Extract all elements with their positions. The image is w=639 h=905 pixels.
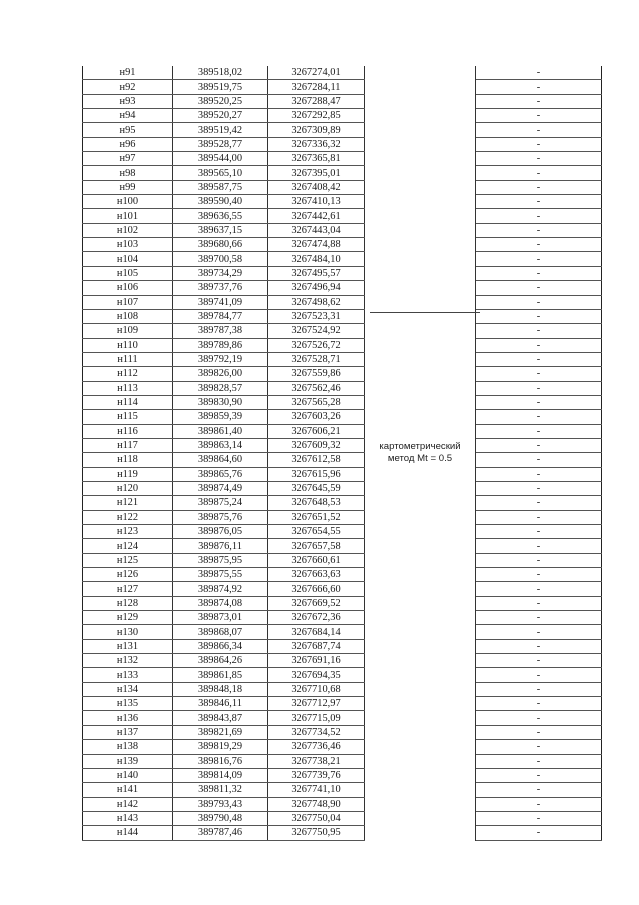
point-cell: н138: [83, 740, 173, 754]
table-row: [83, 682, 602, 696]
point-cell: н95: [83, 123, 173, 137]
table-row: [83, 639, 602, 653]
y-coordinate-cell: 3267672,36: [268, 611, 365, 625]
x-coordinate-cell: 389587,75: [173, 180, 268, 194]
delta-cell: -: [476, 525, 602, 539]
table-row: [83, 352, 602, 366]
y-coordinate-cell: 3267496,94: [268, 281, 365, 295]
delta-cell: -: [476, 510, 602, 524]
x-coordinate-cell: 389734,29: [173, 266, 268, 280]
table-row: [83, 510, 602, 524]
y-coordinate-cell: 3267615,96: [268, 467, 365, 481]
delta-cell: -: [476, 754, 602, 768]
x-coordinate-cell: 389875,76: [173, 510, 268, 524]
table-row: [83, 94, 602, 108]
y-coordinate-cell: 3267526,72: [268, 338, 365, 352]
point-cell: н119: [83, 467, 173, 481]
delta-cell: -: [476, 481, 602, 495]
point-cell: н102: [83, 223, 173, 237]
x-coordinate-cell: 389814,09: [173, 768, 268, 782]
delta-cell: -: [476, 209, 602, 223]
y-coordinate-cell: 3267274,01: [268, 66, 365, 80]
delta-cell: -: [476, 783, 602, 797]
y-coordinate-cell: 3267738,21: [268, 754, 365, 768]
y-coordinate-cell: 3267651,52: [268, 510, 365, 524]
point-cell: н115: [83, 410, 173, 424]
point-cell: н125: [83, 553, 173, 567]
point-cell: н136: [83, 711, 173, 725]
point-cell: н144: [83, 826, 173, 840]
delta-cell: -: [476, 496, 602, 510]
point-cell: н107: [83, 295, 173, 309]
x-coordinate-cell: 389861,85: [173, 668, 268, 682]
x-coordinate-cell: 389590,40: [173, 195, 268, 209]
x-coordinate-cell: 389876,05: [173, 525, 268, 539]
point-cell: н108: [83, 309, 173, 323]
table-row: [83, 395, 602, 409]
y-coordinate-cell: 3267309,89: [268, 123, 365, 137]
y-coordinate-cell: 3267410,13: [268, 195, 365, 209]
y-coordinate-cell: 3267484,10: [268, 252, 365, 266]
point-cell: н126: [83, 568, 173, 582]
table-row: [83, 496, 602, 510]
y-coordinate-cell: 3267741,10: [268, 783, 365, 797]
x-coordinate-cell: 389826,00: [173, 367, 268, 381]
table-row: [83, 582, 602, 596]
table-row: [83, 611, 602, 625]
y-coordinate-cell: 3267715,09: [268, 711, 365, 725]
table-row: [83, 453, 602, 467]
table-row: [83, 309, 602, 323]
point-cell: н114: [83, 395, 173, 409]
delta-cell: -: [476, 309, 602, 323]
y-coordinate-cell: 3267748,90: [268, 797, 365, 811]
y-coordinate-cell: 3267645,59: [268, 481, 365, 495]
table-row: [83, 238, 602, 252]
x-coordinate-cell: 389787,38: [173, 324, 268, 338]
delta-cell: -: [476, 725, 602, 739]
point-cell: н113: [83, 381, 173, 395]
x-coordinate-cell: 389830,90: [173, 395, 268, 409]
delta-cell: -: [476, 66, 602, 80]
table-row: [83, 697, 602, 711]
point-cell: н132: [83, 654, 173, 668]
delta-cell: -: [476, 410, 602, 424]
y-coordinate-cell: 3267654,55: [268, 525, 365, 539]
x-coordinate-cell: 389784,77: [173, 309, 268, 323]
y-coordinate-cell: 3267609,32: [268, 438, 365, 452]
y-coordinate-cell: 3267612,58: [268, 453, 365, 467]
x-coordinate-cell: 389636,55: [173, 209, 268, 223]
table-row: [83, 152, 602, 166]
x-coordinate-cell: 389863,14: [173, 438, 268, 452]
point-cell: н140: [83, 768, 173, 782]
y-coordinate-cell: 3267442,61: [268, 209, 365, 223]
delta-cell: -: [476, 109, 602, 123]
delta-cell: -: [476, 367, 602, 381]
point-cell: н93: [83, 94, 173, 108]
x-coordinate-cell: 389700,58: [173, 252, 268, 266]
delta-cell: -: [476, 80, 602, 94]
y-coordinate-cell: 3267288,47: [268, 94, 365, 108]
table-row: [83, 324, 602, 338]
table-row: [83, 137, 602, 151]
point-cell: н92: [83, 80, 173, 94]
point-cell: н123: [83, 525, 173, 539]
delta-cell: -: [476, 639, 602, 653]
delta-cell: -: [476, 123, 602, 137]
x-coordinate-cell: 389565,10: [173, 166, 268, 180]
point-cell: н130: [83, 625, 173, 639]
table-row: [83, 797, 602, 811]
delta-cell: -: [476, 281, 602, 295]
delta-cell: -: [476, 266, 602, 280]
delta-cell: -: [476, 467, 602, 481]
table-row: [83, 768, 602, 782]
y-coordinate-cell: 3267739,76: [268, 768, 365, 782]
point-cell: н91: [83, 66, 173, 80]
y-coordinate-cell: 3267498,62: [268, 295, 365, 309]
delta-cell: -: [476, 152, 602, 166]
y-coordinate-cell: 3267684,14: [268, 625, 365, 639]
y-coordinate-cell: 3267562,46: [268, 381, 365, 395]
point-cell: н109: [83, 324, 173, 338]
y-coordinate-cell: 3267691,16: [268, 654, 365, 668]
table-row: [83, 281, 602, 295]
table-row: [83, 410, 602, 424]
point-cell: н124: [83, 539, 173, 553]
x-coordinate-cell: 389741,09: [173, 295, 268, 309]
x-coordinate-cell: 389544,00: [173, 152, 268, 166]
x-coordinate-cell: 389520,25: [173, 94, 268, 108]
point-cell: н120: [83, 481, 173, 495]
x-coordinate-cell: 389874,92: [173, 582, 268, 596]
delta-cell: -: [476, 596, 602, 610]
y-coordinate-cell: 3267736,46: [268, 740, 365, 754]
y-coordinate-cell: 3267524,92: [268, 324, 365, 338]
x-coordinate-cell: 389519,75: [173, 80, 268, 94]
point-cell: н99: [83, 180, 173, 194]
x-coordinate-cell: 389846,11: [173, 697, 268, 711]
delta-cell: -: [476, 195, 602, 209]
x-coordinate-cell: 389787,46: [173, 826, 268, 840]
x-coordinate-cell: 389518,02: [173, 66, 268, 80]
coordinates-table: [82, 66, 602, 841]
x-coordinate-cell: 389864,26: [173, 654, 268, 668]
x-coordinate-cell: 389848,18: [173, 682, 268, 696]
table-row: [83, 438, 602, 452]
point-cell: н101: [83, 209, 173, 223]
y-coordinate-cell: 3267559,86: [268, 367, 365, 381]
x-coordinate-cell: 389875,24: [173, 496, 268, 510]
point-cell: н112: [83, 367, 173, 381]
delta-cell: -: [476, 94, 602, 108]
delta-cell: -: [476, 438, 602, 452]
table-row: [83, 481, 602, 495]
point-cell: н141: [83, 783, 173, 797]
table-row: [83, 596, 602, 610]
delta-cell: -: [476, 568, 602, 582]
method-column-divider: [370, 312, 480, 313]
table-row: [83, 740, 602, 754]
table-row: [83, 525, 602, 539]
x-coordinate-cell: 389790,48: [173, 811, 268, 825]
x-coordinate-cell: 389868,07: [173, 625, 268, 639]
y-coordinate-cell: 3267474,88: [268, 238, 365, 252]
point-cell: н143: [83, 811, 173, 825]
x-coordinate-cell: 389737,76: [173, 281, 268, 295]
table-row: [83, 553, 602, 567]
x-coordinate-cell: 389519,42: [173, 123, 268, 137]
point-cell: н104: [83, 252, 173, 266]
y-coordinate-cell: 3267292,85: [268, 109, 365, 123]
table-row: [83, 467, 602, 481]
y-coordinate-cell: 3267734,52: [268, 725, 365, 739]
x-coordinate-cell: 389828,57: [173, 381, 268, 395]
y-coordinate-cell: 3267523,31: [268, 309, 365, 323]
y-coordinate-cell: 3267606,21: [268, 424, 365, 438]
table-row: [83, 725, 602, 739]
x-coordinate-cell: 389821,69: [173, 725, 268, 739]
y-coordinate-cell: 3267603,26: [268, 410, 365, 424]
delta-cell: -: [476, 611, 602, 625]
method-cell: [365, 66, 476, 840]
x-coordinate-cell: 389520,27: [173, 109, 268, 123]
y-coordinate-cell: 3267750,04: [268, 811, 365, 825]
x-coordinate-cell: 389819,29: [173, 740, 268, 754]
table-row: [83, 826, 602, 840]
point-cell: н131: [83, 639, 173, 653]
coordinates-table-body: [83, 66, 602, 840]
table-row: [83, 266, 602, 280]
x-coordinate-cell: 389874,49: [173, 481, 268, 495]
point-cell: н116: [83, 424, 173, 438]
x-coordinate-cell: 389816,76: [173, 754, 268, 768]
point-cell: н106: [83, 281, 173, 295]
y-coordinate-cell: 3267284,11: [268, 80, 365, 94]
table-row: [83, 80, 602, 94]
y-coordinate-cell: 3267495,57: [268, 266, 365, 280]
delta-cell: -: [476, 223, 602, 237]
x-coordinate-cell: 389528,77: [173, 137, 268, 151]
table-row: [83, 252, 602, 266]
delta-cell: -: [476, 295, 602, 309]
point-cell: н121: [83, 496, 173, 510]
point-cell: н98: [83, 166, 173, 180]
delta-cell: -: [476, 668, 602, 682]
x-coordinate-cell: 389866,34: [173, 639, 268, 653]
method-label: картометрический метод Mt = 0.5: [379, 440, 461, 465]
delta-cell: -: [476, 453, 602, 467]
table-row: [83, 783, 602, 797]
delta-cell: -: [476, 811, 602, 825]
x-coordinate-cell: 389875,95: [173, 553, 268, 567]
table-row: [83, 539, 602, 553]
table-row: [83, 367, 602, 381]
delta-cell: -: [476, 324, 602, 338]
delta-cell: -: [476, 654, 602, 668]
y-coordinate-cell: 3267443,04: [268, 223, 365, 237]
delta-cell: -: [476, 395, 602, 409]
delta-cell: -: [476, 424, 602, 438]
table-row: [83, 811, 602, 825]
table-row: [83, 568, 602, 582]
point-cell: н103: [83, 238, 173, 252]
table-row: [83, 754, 602, 768]
point-cell: н94: [83, 109, 173, 123]
delta-cell: -: [476, 352, 602, 366]
y-coordinate-cell: 3267395,01: [268, 166, 365, 180]
point-cell: н135: [83, 697, 173, 711]
delta-cell: -: [476, 137, 602, 151]
point-cell: н137: [83, 725, 173, 739]
table-row: [83, 195, 602, 209]
delta-cell: -: [476, 711, 602, 725]
delta-cell: -: [476, 682, 602, 696]
delta-cell: -: [476, 180, 602, 194]
delta-cell: -: [476, 625, 602, 639]
x-coordinate-cell: 389793,43: [173, 797, 268, 811]
y-coordinate-cell: 3267408,42: [268, 180, 365, 194]
delta-cell: -: [476, 338, 602, 352]
table-row: [83, 66, 602, 80]
y-coordinate-cell: 3267712,97: [268, 697, 365, 711]
delta-cell: -: [476, 166, 602, 180]
table-row: [83, 166, 602, 180]
x-coordinate-cell: 389789,86: [173, 338, 268, 352]
x-coordinate-cell: 389843,87: [173, 711, 268, 725]
x-coordinate-cell: 389874,08: [173, 596, 268, 610]
table-row: [83, 209, 602, 223]
y-coordinate-cell: 3267648,53: [268, 496, 365, 510]
table-row: [83, 711, 602, 725]
x-coordinate-cell: 389876,11: [173, 539, 268, 553]
x-coordinate-cell: 389864,60: [173, 453, 268, 467]
point-cell: н118: [83, 453, 173, 467]
x-coordinate-cell: 389873,01: [173, 611, 268, 625]
point-cell: н134: [83, 682, 173, 696]
table-row: [83, 123, 602, 137]
delta-cell: -: [476, 582, 602, 596]
y-coordinate-cell: 3267710,68: [268, 682, 365, 696]
delta-cell: -: [476, 740, 602, 754]
x-coordinate-cell: 389811,32: [173, 783, 268, 797]
point-cell: н105: [83, 266, 173, 280]
y-coordinate-cell: 3267365,81: [268, 152, 365, 166]
point-cell: н142: [83, 797, 173, 811]
point-cell: н100: [83, 195, 173, 209]
table-row: [83, 180, 602, 194]
y-coordinate-cell: 3267687,74: [268, 639, 365, 653]
delta-cell: -: [476, 826, 602, 840]
table-row: [83, 338, 602, 352]
x-coordinate-cell: 389861,40: [173, 424, 268, 438]
delta-cell: -: [476, 238, 602, 252]
point-cell: н133: [83, 668, 173, 682]
y-coordinate-cell: 3267565,28: [268, 395, 365, 409]
delta-cell: -: [476, 553, 602, 567]
point-cell: н111: [83, 352, 173, 366]
point-cell: н122: [83, 510, 173, 524]
table-row: [83, 668, 602, 682]
delta-cell: -: [476, 252, 602, 266]
y-coordinate-cell: 3267657,58: [268, 539, 365, 553]
point-cell: н127: [83, 582, 173, 596]
point-cell: н110: [83, 338, 173, 352]
y-coordinate-cell: 3267694,35: [268, 668, 365, 682]
y-coordinate-cell: 3267750,95: [268, 826, 365, 840]
delta-cell: -: [476, 768, 602, 782]
y-coordinate-cell: 3267660,61: [268, 553, 365, 567]
x-coordinate-cell: 389792,19: [173, 352, 268, 366]
y-coordinate-cell: 3267528,71: [268, 352, 365, 366]
table-row: [83, 381, 602, 395]
y-coordinate-cell: 3267336,32: [268, 137, 365, 151]
point-cell: н129: [83, 611, 173, 625]
point-cell: н128: [83, 596, 173, 610]
delta-cell: -: [476, 697, 602, 711]
point-cell: н139: [83, 754, 173, 768]
y-coordinate-cell: 3267663,63: [268, 568, 365, 582]
x-coordinate-cell: 389680,66: [173, 238, 268, 252]
delta-cell: -: [476, 539, 602, 553]
delta-cell: -: [476, 381, 602, 395]
y-coordinate-cell: 3267669,52: [268, 596, 365, 610]
y-coordinate-cell: 3267666,60: [268, 582, 365, 596]
point-cell: н97: [83, 152, 173, 166]
delta-cell: -: [476, 797, 602, 811]
x-coordinate-cell: 389859,39: [173, 410, 268, 424]
table-row: [83, 424, 602, 438]
x-coordinate-cell: 389865,76: [173, 467, 268, 481]
x-coordinate-cell: 389875,55: [173, 568, 268, 582]
point-cell: н117: [83, 438, 173, 452]
table-row: [83, 295, 602, 309]
point-cell: н96: [83, 137, 173, 151]
table-row: [83, 109, 602, 123]
table-row: [83, 654, 602, 668]
table-row: [83, 223, 602, 237]
table-row: [83, 625, 602, 639]
x-coordinate-cell: 389637,15: [173, 223, 268, 237]
